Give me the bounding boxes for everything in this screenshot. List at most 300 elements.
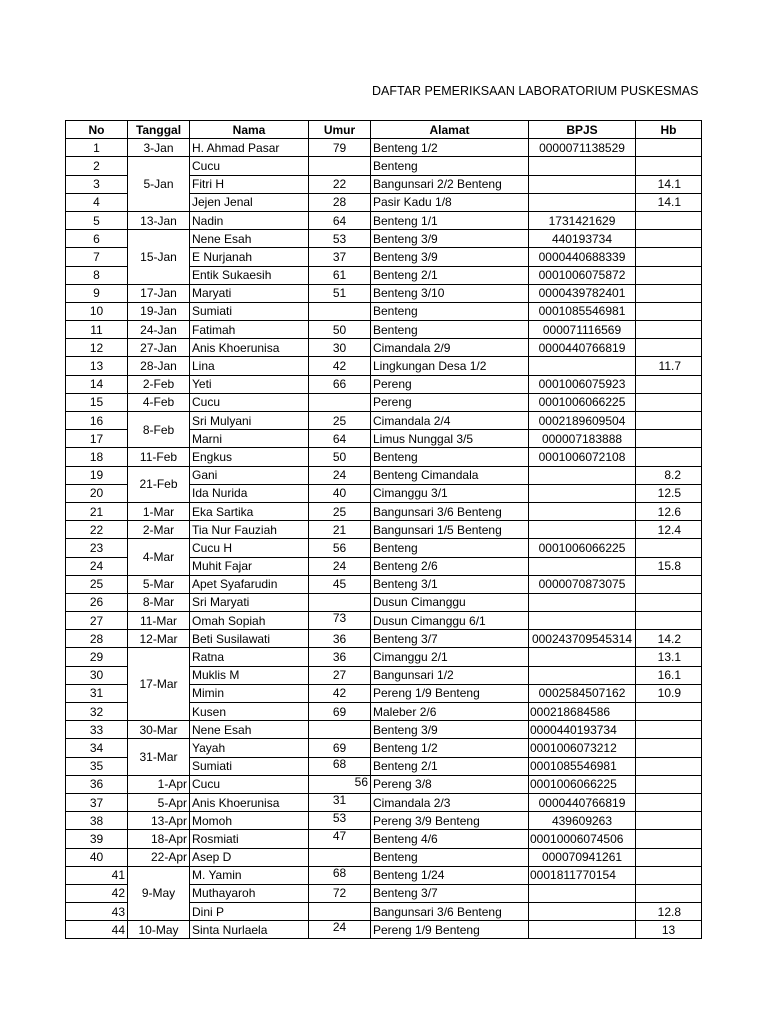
cell-bpjs: 0001006066225 bbox=[529, 539, 636, 557]
cell-tanggal: 1-Mar bbox=[128, 502, 190, 520]
cell-no: 6 bbox=[66, 230, 128, 248]
cell-no: 28 bbox=[66, 630, 128, 648]
cell-bpjs bbox=[529, 521, 636, 539]
cell-bpjs: 00010006074506 bbox=[529, 830, 636, 848]
cell-no: 30 bbox=[66, 666, 128, 684]
cell-alamat: Cimanggu 3/1 bbox=[371, 484, 529, 502]
cell-hb bbox=[636, 721, 702, 739]
cell-no: 7 bbox=[66, 248, 128, 266]
cell-nama: Entik Sukaesih bbox=[190, 266, 309, 284]
cell-alamat: Benteng 3/10 bbox=[371, 284, 529, 302]
cell-umur: 68 bbox=[309, 866, 371, 884]
cell-alamat: Maleber 2/6 bbox=[371, 703, 529, 721]
cell-tanggal: 22-Apr bbox=[128, 848, 190, 866]
cell-alamat: Benteng bbox=[371, 539, 529, 557]
cell-tanggal: 19-Jan bbox=[128, 302, 190, 320]
cell-hb bbox=[636, 703, 702, 721]
table-row bbox=[66, 321, 702, 339]
cell-tanggal: 13-Apr bbox=[128, 812, 190, 830]
cell-no: 25 bbox=[66, 575, 128, 593]
cell-bpjs: 000070941261 bbox=[529, 848, 636, 866]
cell-bpjs: 439609263 bbox=[529, 812, 636, 830]
cell-nama: Anis Khoerunisa bbox=[190, 339, 309, 357]
cell-no: 4 bbox=[66, 193, 128, 211]
cell-alamat: Bangunsari 3/6 Benteng bbox=[371, 502, 529, 520]
cell-bpjs bbox=[529, 593, 636, 611]
cell-bpjs: 0000440193734 bbox=[529, 721, 636, 739]
cell-alamat: Benteng bbox=[371, 448, 529, 466]
cell-bpjs: 0001006066225 bbox=[529, 775, 636, 793]
cell-tanggal: 4-Feb bbox=[128, 393, 190, 411]
cell-hb bbox=[636, 430, 702, 448]
cell-hb bbox=[636, 539, 702, 557]
cell-no: 2 bbox=[66, 157, 128, 175]
cell-alamat: Limus Nunggal 3/5 bbox=[371, 430, 529, 448]
cell-nama: Nadin bbox=[190, 211, 309, 229]
cell-alamat: Cimanggu 2/1 bbox=[371, 648, 529, 666]
cell-no: 23 bbox=[66, 539, 128, 557]
cell-umur bbox=[309, 157, 371, 175]
cell-nama: Yayah bbox=[190, 739, 309, 757]
table-row bbox=[66, 648, 702, 666]
cell-umur: 36 bbox=[309, 630, 371, 648]
cell-tanggal: 3-Jan bbox=[128, 139, 190, 157]
cell-no: 19 bbox=[66, 466, 128, 484]
cell-hb bbox=[636, 230, 702, 248]
cell-no: 31 bbox=[66, 684, 128, 702]
table-row bbox=[66, 539, 702, 557]
cell-bpjs: 0000440766819 bbox=[529, 339, 636, 357]
cell-bpjs: 0000071138529 bbox=[529, 139, 636, 157]
cell-umur: 24 bbox=[309, 921, 371, 939]
cell-hb bbox=[636, 248, 702, 266]
cell-hb bbox=[636, 757, 702, 775]
cell-bpjs: 0000439782401 bbox=[529, 284, 636, 302]
cell-tanggal: 17-Mar bbox=[128, 648, 190, 721]
cell-umur: 24 bbox=[309, 466, 371, 484]
cell-nama: Beti Susilawati bbox=[190, 630, 309, 648]
cell-umur: 30 bbox=[309, 339, 371, 357]
cell-bpjs bbox=[529, 157, 636, 175]
cell-hb bbox=[636, 593, 702, 611]
cell-no: 24 bbox=[66, 557, 128, 575]
cell-hb: 10.9 bbox=[636, 684, 702, 702]
cell-bpjs: 440193734 bbox=[529, 230, 636, 248]
table-row bbox=[66, 812, 702, 830]
cell-nama: M. Yamin bbox=[190, 866, 309, 884]
cell-no: 42 bbox=[66, 884, 128, 902]
cell-alamat: Pasir Kadu 1/8 bbox=[371, 193, 529, 211]
cell-no: 10 bbox=[66, 302, 128, 320]
cell-umur: 64 bbox=[309, 430, 371, 448]
cell-nama: Sri Mulyani bbox=[190, 412, 309, 430]
cell-bpjs: 0001006075872 bbox=[529, 266, 636, 284]
cell-nama: Kusen bbox=[190, 703, 309, 721]
cell-bpjs: 000218684586 bbox=[529, 703, 636, 721]
cell-nama: Cucu bbox=[190, 393, 309, 411]
table-row bbox=[66, 793, 702, 811]
cell-nama: Rosmiati bbox=[190, 830, 309, 848]
cell-hb: 13 bbox=[636, 921, 702, 939]
cell-no: 13 bbox=[66, 357, 128, 375]
cell-umur: 50 bbox=[309, 448, 371, 466]
cell-alamat: Benteng bbox=[371, 848, 529, 866]
cell-no: 22 bbox=[66, 521, 128, 539]
cell-nama: Yeti bbox=[190, 375, 309, 393]
cell-umur: 51 bbox=[309, 284, 371, 302]
cell-nama: H. Ahmad Pasar bbox=[190, 139, 309, 157]
cell-bpjs bbox=[529, 193, 636, 211]
cell-bpjs bbox=[529, 175, 636, 193]
header-bpjs: BPJS bbox=[529, 121, 636, 139]
cell-umur: 25 bbox=[309, 502, 371, 520]
cell-bpjs bbox=[529, 612, 636, 630]
cell-no: 32 bbox=[66, 703, 128, 721]
cell-alamat: Pereng 3/8 bbox=[371, 775, 529, 793]
cell-alamat: Benteng 3/9 bbox=[371, 248, 529, 266]
cell-nama: Engkus bbox=[190, 448, 309, 466]
table-row bbox=[66, 921, 702, 939]
cell-tanggal: 10-May bbox=[128, 921, 190, 939]
cell-no: 15 bbox=[66, 393, 128, 411]
cell-alamat: Pereng 1/9 Benteng bbox=[371, 684, 529, 702]
cell-tanggal: 30-Mar bbox=[128, 721, 190, 739]
cell-hb: 13.1 bbox=[636, 648, 702, 666]
cell-nama: Cucu bbox=[190, 775, 309, 793]
cell-no: 20 bbox=[66, 484, 128, 502]
cell-tanggal: 13-Jan bbox=[128, 211, 190, 229]
cell-alamat: Benteng 1/2 bbox=[371, 139, 529, 157]
lab-exam-table bbox=[65, 120, 702, 939]
cell-hb: 11.7 bbox=[636, 357, 702, 375]
cell-hb bbox=[636, 793, 702, 811]
cell-hb: 12.4 bbox=[636, 521, 702, 539]
cell-alamat: Lingkungan Desa 1/2 bbox=[371, 357, 529, 375]
cell-umur: 27 bbox=[309, 666, 371, 684]
cell-no: 37 bbox=[66, 793, 128, 811]
cell-umur: 31 bbox=[309, 793, 371, 811]
cell-no: 18 bbox=[66, 448, 128, 466]
cell-hb bbox=[636, 866, 702, 884]
cell-no: 26 bbox=[66, 593, 128, 611]
table-row bbox=[66, 139, 702, 157]
cell-nama: Lina bbox=[190, 357, 309, 375]
cell-hb bbox=[636, 412, 702, 430]
cell-alamat: Cimandala 2/3 bbox=[371, 793, 529, 811]
cell-umur bbox=[309, 593, 371, 611]
cell-bpjs: 0001006073212 bbox=[529, 739, 636, 757]
cell-hb bbox=[636, 884, 702, 902]
cell-no: 1 bbox=[66, 139, 128, 157]
table-row bbox=[66, 157, 702, 175]
table-row bbox=[66, 339, 702, 357]
cell-bpjs bbox=[529, 466, 636, 484]
header-umur: Umur bbox=[309, 121, 371, 139]
table-row bbox=[66, 866, 702, 884]
cell-hb bbox=[636, 575, 702, 593]
header-tanggal: Tanggal bbox=[128, 121, 190, 139]
table-row bbox=[66, 830, 702, 848]
cell-alamat: Pereng 3/9 Benteng bbox=[371, 812, 529, 830]
cell-alamat: Benteng Cimandala bbox=[371, 466, 529, 484]
cell-umur bbox=[309, 903, 371, 921]
cell-alamat: Bangunsari 1/2 bbox=[371, 666, 529, 684]
cell-tanggal: 18-Apr bbox=[128, 830, 190, 848]
cell-tanggal: 2-Feb bbox=[128, 375, 190, 393]
cell-no: 11 bbox=[66, 321, 128, 339]
cell-tanggal: 12-Mar bbox=[128, 630, 190, 648]
cell-nama: Mimin bbox=[190, 684, 309, 702]
cell-nama: Sinta Nurlaela bbox=[190, 921, 309, 939]
cell-umur: 72 bbox=[309, 884, 371, 902]
cell-no: 38 bbox=[66, 812, 128, 830]
cell-umur: 24 bbox=[309, 557, 371, 575]
cell-umur: 61 bbox=[309, 266, 371, 284]
cell-no: 12 bbox=[66, 339, 128, 357]
cell-alamat: Benteng 3/9 bbox=[371, 721, 529, 739]
cell-hb bbox=[636, 139, 702, 157]
cell-nama: Sri Maryati bbox=[190, 593, 309, 611]
cell-umur: 66 bbox=[309, 375, 371, 393]
cell-tanggal: 24-Jan bbox=[128, 321, 190, 339]
cell-umur bbox=[309, 393, 371, 411]
cell-alamat: Benteng 1/24 bbox=[371, 866, 529, 884]
cell-nama: E Nurjanah bbox=[190, 248, 309, 266]
cell-nama: Cucu bbox=[190, 157, 309, 175]
cell-hb: 14.2 bbox=[636, 630, 702, 648]
cell-nama: Nene Esah bbox=[190, 721, 309, 739]
cell-hb: 8.2 bbox=[636, 466, 702, 484]
cell-bpjs: 0001006066225 bbox=[529, 393, 636, 411]
cell-nama: Fatimah bbox=[190, 321, 309, 339]
cell-umur: 45 bbox=[309, 575, 371, 593]
cell-bpjs: 1731421629 bbox=[529, 211, 636, 229]
table-row bbox=[66, 302, 702, 320]
cell-tanggal: 28-Jan bbox=[128, 357, 190, 375]
cell-umur: 53 bbox=[309, 812, 371, 830]
cell-no: 39 bbox=[66, 830, 128, 848]
cell-no: 3 bbox=[66, 175, 128, 193]
cell-nama: Anis Khoerunisa bbox=[190, 793, 309, 811]
cell-bpjs: 000071116569 bbox=[529, 321, 636, 339]
cell-umur: 47 bbox=[309, 830, 371, 848]
cell-nama: Momoh bbox=[190, 812, 309, 830]
cell-hb bbox=[636, 830, 702, 848]
table-row bbox=[66, 521, 702, 539]
table-row bbox=[66, 466, 702, 484]
table-row bbox=[66, 211, 702, 229]
cell-no: 34 bbox=[66, 739, 128, 757]
cell-alamat: Bangunsari 1/5 Benteng bbox=[371, 521, 529, 539]
cell-hb: 14.1 bbox=[636, 175, 702, 193]
cell-umur: 79 bbox=[309, 139, 371, 157]
cell-hb bbox=[636, 321, 702, 339]
cell-alamat: Bangunsari 3/6 Benteng bbox=[371, 903, 529, 921]
cell-no: 17 bbox=[66, 430, 128, 448]
cell-no: 36 bbox=[66, 775, 128, 793]
table-row bbox=[66, 448, 702, 466]
cell-nama: Gani bbox=[190, 466, 309, 484]
cell-tanggal: 9-May bbox=[128, 866, 190, 921]
cell-alamat: Benteng bbox=[371, 321, 529, 339]
header-alamat: Alamat bbox=[371, 121, 529, 139]
cell-bpjs bbox=[529, 666, 636, 684]
cell-umur: 69 bbox=[309, 739, 371, 757]
cell-no: 29 bbox=[66, 648, 128, 666]
cell-alamat: Benteng 3/7 bbox=[371, 884, 529, 902]
cell-bpjs: 0000440688339 bbox=[529, 248, 636, 266]
cell-nama: Maryati bbox=[190, 284, 309, 302]
cell-nama: Muhit Fajar bbox=[190, 557, 309, 575]
cell-bpjs: 0002189609504 bbox=[529, 412, 636, 430]
cell-umur: 73 bbox=[309, 612, 371, 630]
cell-bpjs: 0000440766819 bbox=[529, 793, 636, 811]
cell-umur: 22 bbox=[309, 175, 371, 193]
cell-nama: Ratna bbox=[190, 648, 309, 666]
cell-alamat: Pereng bbox=[371, 393, 529, 411]
cell-hb bbox=[636, 375, 702, 393]
cell-bpjs: 0001811770154 bbox=[529, 866, 636, 884]
cell-nama: Dini P bbox=[190, 903, 309, 921]
cell-nama: Apet Syafarudin bbox=[190, 575, 309, 593]
cell-hb bbox=[636, 284, 702, 302]
cell-umur: 56 bbox=[309, 539, 371, 557]
table-row bbox=[66, 230, 702, 248]
cell-hb bbox=[636, 211, 702, 229]
cell-nama: Tia Nur Fauziah bbox=[190, 521, 309, 539]
cell-alamat: Bangunsari 2/2 Benteng bbox=[371, 175, 529, 193]
cell-tanggal: 17-Jan bbox=[128, 284, 190, 302]
cell-alamat: Benteng 1/1 bbox=[371, 211, 529, 229]
cell-umur: 42 bbox=[309, 684, 371, 702]
cell-hb: 15.8 bbox=[636, 557, 702, 575]
cell-hb bbox=[636, 339, 702, 357]
cell-nama: Muthayaroh bbox=[190, 884, 309, 902]
cell-umur: 42 bbox=[309, 357, 371, 375]
cell-hb: 14.1 bbox=[636, 193, 702, 211]
cell-hb: 12.6 bbox=[636, 502, 702, 520]
cell-nama: Cucu H bbox=[190, 539, 309, 557]
cell-bpjs: 0001085546981 bbox=[529, 302, 636, 320]
table-body bbox=[66, 139, 702, 939]
cell-hb bbox=[636, 448, 702, 466]
cell-no: 5 bbox=[66, 211, 128, 229]
cell-umur: 37 bbox=[309, 248, 371, 266]
table-row bbox=[66, 721, 702, 739]
cell-nama: Marni bbox=[190, 430, 309, 448]
table-row bbox=[66, 612, 702, 630]
document-title: DAFTAR PEMERIKSAAN LABORATORIUM PUSKESMAS bbox=[372, 84, 699, 98]
cell-bpjs: 000007183888 bbox=[529, 430, 636, 448]
cell-alamat: Benteng 3/7 bbox=[371, 630, 529, 648]
cell-bpjs: 0001006075923 bbox=[529, 375, 636, 393]
cell-no: 21 bbox=[66, 502, 128, 520]
cell-bpjs bbox=[529, 484, 636, 502]
cell-nama: Fitri H bbox=[190, 175, 309, 193]
cell-alamat: Dusun Cimanggu bbox=[371, 593, 529, 611]
cell-bpjs bbox=[529, 921, 636, 939]
cell-tanggal: 5-Jan bbox=[128, 157, 190, 212]
cell-hb bbox=[636, 812, 702, 830]
cell-bpjs bbox=[529, 648, 636, 666]
cell-alamat: Benteng 2/1 bbox=[371, 757, 529, 775]
cell-tanggal: 8-Feb bbox=[128, 412, 190, 448]
cell-hb bbox=[636, 393, 702, 411]
cell-bpjs: 0000070873075 bbox=[529, 575, 636, 593]
cell-umur bbox=[309, 848, 371, 866]
cell-nama: Nene Esah bbox=[190, 230, 309, 248]
cell-tanggal: 5-Mar bbox=[128, 575, 190, 593]
cell-umur: 64 bbox=[309, 211, 371, 229]
cell-umur: 68 bbox=[309, 757, 371, 775]
cell-alamat: Benteng 3/1 bbox=[371, 575, 529, 593]
cell-no: 35 bbox=[66, 757, 128, 775]
cell-nama: Sumiati bbox=[190, 757, 309, 775]
cell-tanggal: 31-Mar bbox=[128, 739, 190, 775]
cell-bpjs bbox=[529, 557, 636, 575]
cell-nama: Eka Sartika bbox=[190, 502, 309, 520]
cell-no: 41 bbox=[66, 866, 128, 884]
cell-bpjs: 0001085546981 bbox=[529, 757, 636, 775]
cell-alamat: Pereng 1/9 Benteng bbox=[371, 921, 529, 939]
cell-alamat: Benteng 4/6 bbox=[371, 830, 529, 848]
cell-no: 33 bbox=[66, 721, 128, 739]
cell-bpjs bbox=[529, 357, 636, 375]
cell-alamat: Benteng bbox=[371, 157, 529, 175]
cell-bpjs: 000243709545314 bbox=[529, 630, 636, 648]
table-row bbox=[66, 739, 702, 757]
table-row bbox=[66, 357, 702, 375]
cell-no: 9 bbox=[66, 284, 128, 302]
cell-bpjs: 0002584507162 bbox=[529, 684, 636, 702]
table-row bbox=[66, 284, 702, 302]
cell-tanggal: 21-Feb bbox=[128, 466, 190, 502]
cell-alamat: Pereng bbox=[371, 375, 529, 393]
cell-umur bbox=[309, 721, 371, 739]
header-row bbox=[66, 121, 702, 139]
table-row bbox=[66, 575, 702, 593]
cell-hb bbox=[636, 739, 702, 757]
cell-umur: 53 bbox=[309, 230, 371, 248]
cell-umur: 28 bbox=[309, 193, 371, 211]
cell-tanggal: 27-Jan bbox=[128, 339, 190, 357]
cell-hb: 16.1 bbox=[636, 666, 702, 684]
cell-alamat: Cimandala 2/9 bbox=[371, 339, 529, 357]
cell-tanggal: 11-Feb bbox=[128, 448, 190, 466]
cell-bpjs bbox=[529, 884, 636, 902]
cell-no: 8 bbox=[66, 266, 128, 284]
cell-umur: 25 bbox=[309, 412, 371, 430]
cell-alamat: Benteng 1/2 bbox=[371, 739, 529, 757]
table-row bbox=[66, 593, 702, 611]
cell-tanggal: 2-Mar bbox=[128, 521, 190, 539]
cell-nama: Ida Nurida bbox=[190, 484, 309, 502]
cell-no: 40 bbox=[66, 848, 128, 866]
cell-nama: Omah Sopiah bbox=[190, 612, 309, 630]
cell-tanggal: 1-Apr bbox=[128, 775, 190, 793]
cell-no: 27 bbox=[66, 612, 128, 630]
cell-hb bbox=[636, 848, 702, 866]
cell-nama: Jejen Jenal bbox=[190, 193, 309, 211]
cell-hb: 12.8 bbox=[636, 903, 702, 921]
cell-alamat: Benteng 3/9 bbox=[371, 230, 529, 248]
cell-tanggal: 8-Mar bbox=[128, 593, 190, 611]
cell-hb bbox=[636, 302, 702, 320]
table-row bbox=[66, 630, 702, 648]
cell-umur: 69 bbox=[309, 703, 371, 721]
cell-alamat: Cimandala 2/4 bbox=[371, 412, 529, 430]
cell-bpjs bbox=[529, 903, 636, 921]
